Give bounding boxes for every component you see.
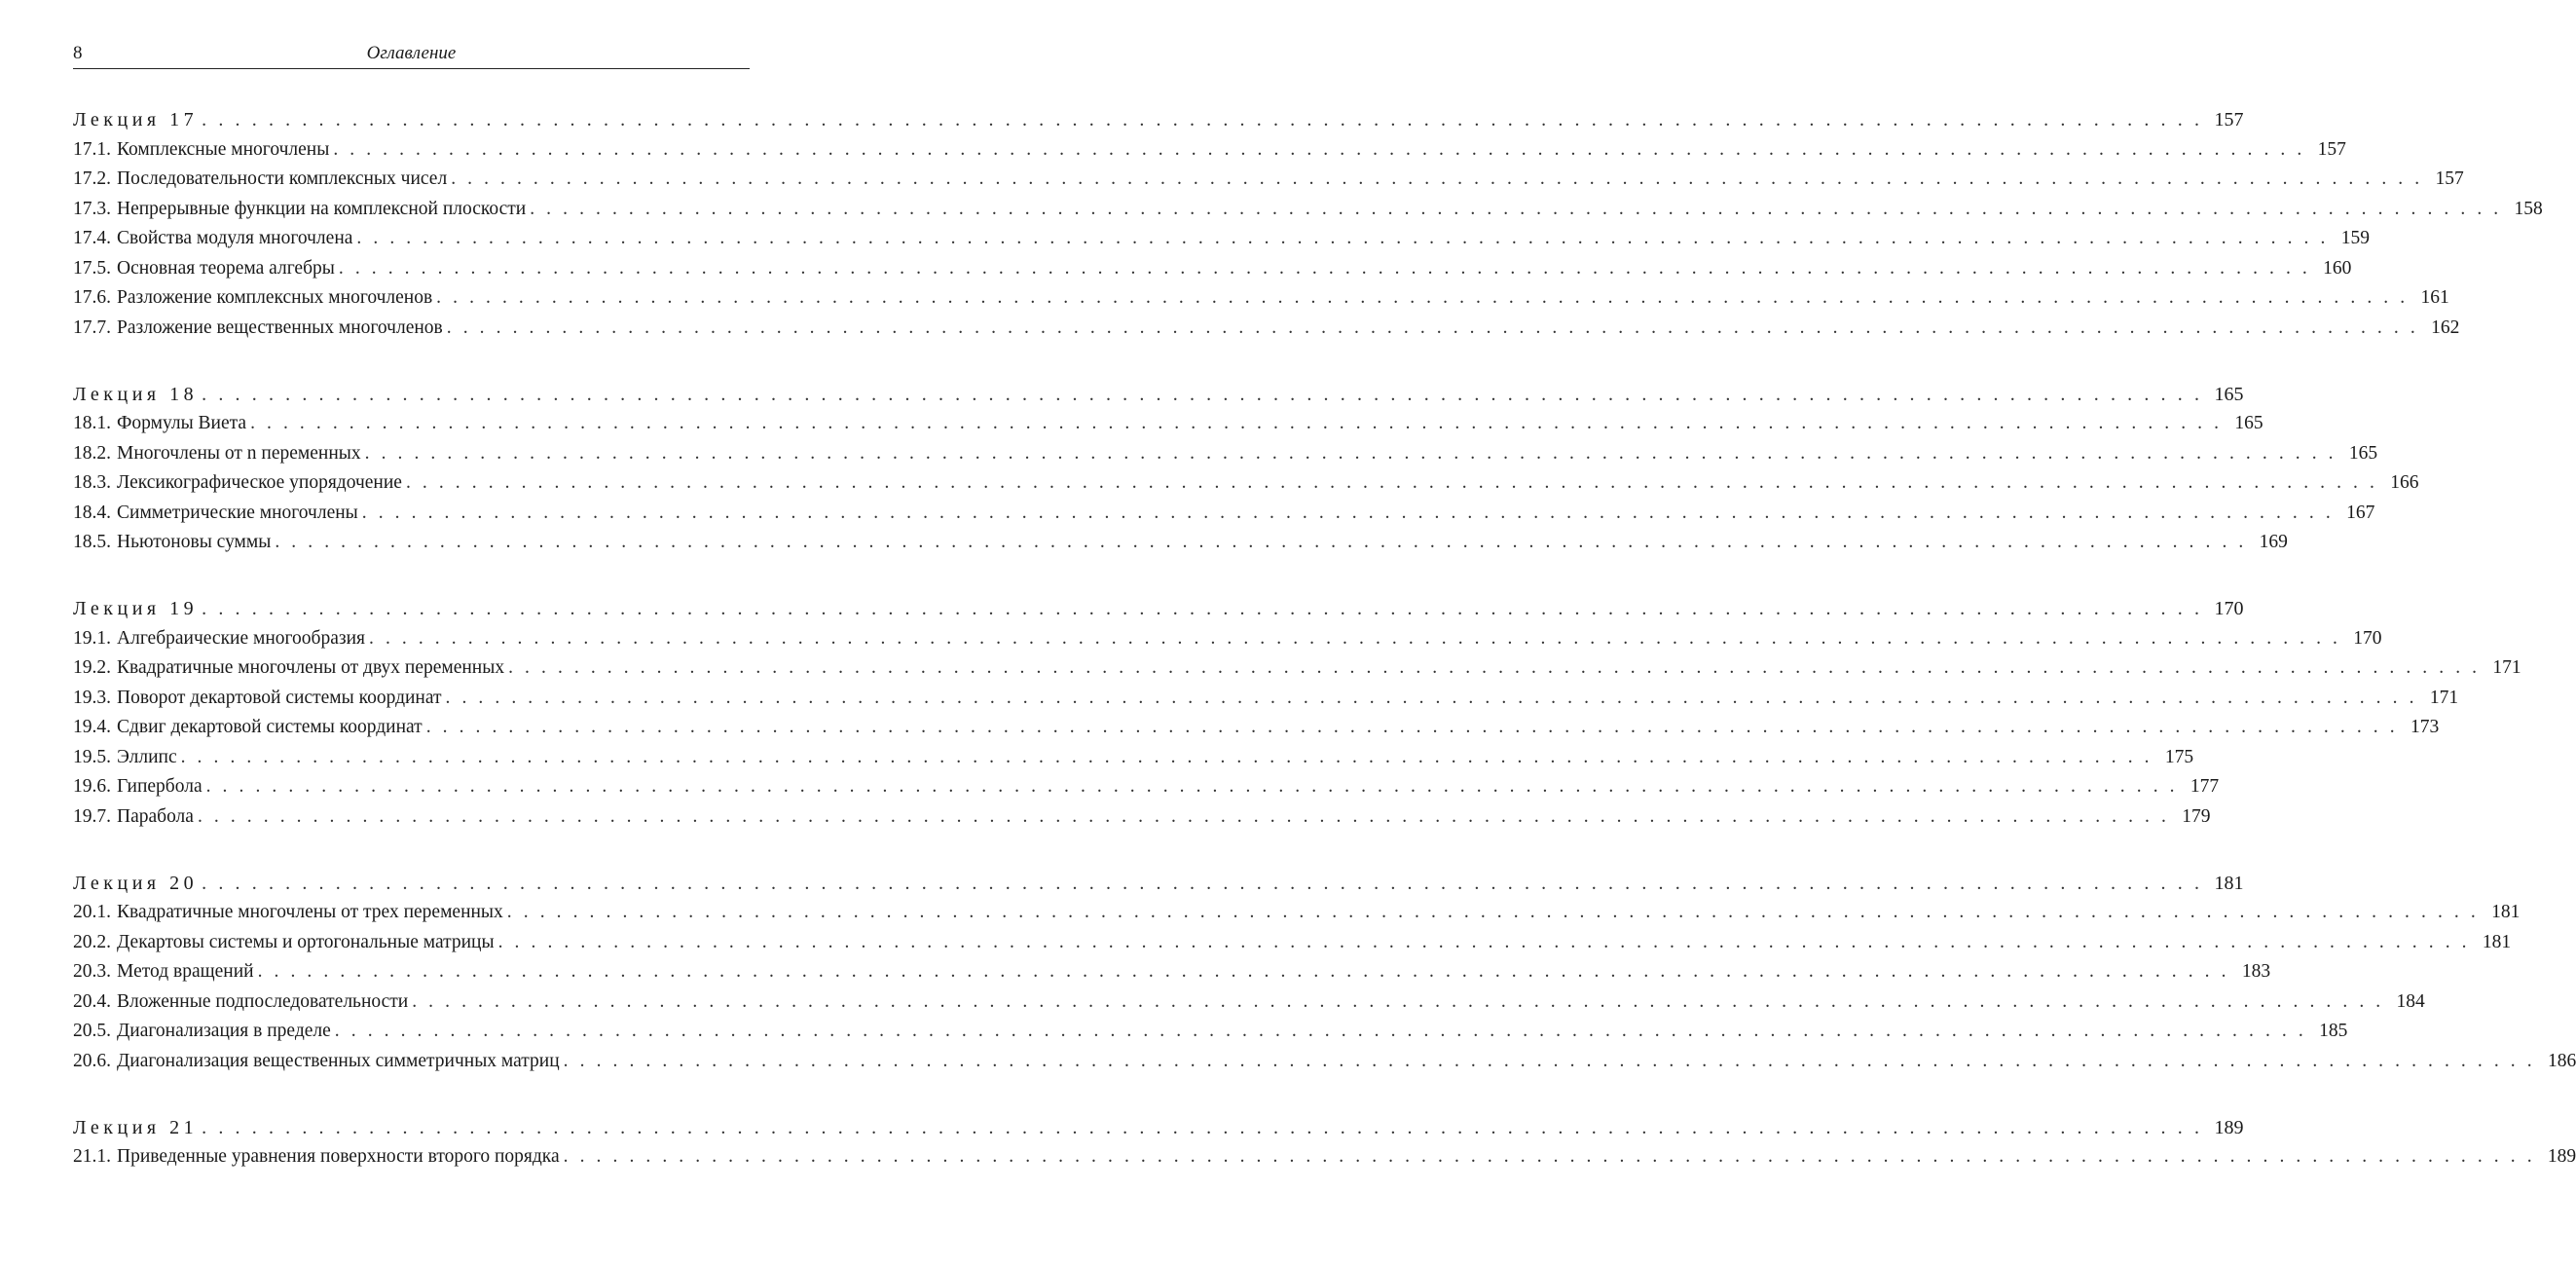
entry-number: 18.4. xyxy=(73,502,111,523)
dot-leader: . . . . . . . . . . . . . . . . . . . . . . . . . . . . . . . . . . . . . . . . . . . . . . . . . . . . . . . . . . . . . . . . . . . . . . . . . . . . . . . . . . . . . . . . . . . . . . . . . . . . . . . . . . . . . . . . . . . . . . . . xyxy=(425,717,2399,737)
entry-number: 19.6. xyxy=(73,776,111,797)
page-ref: 157 xyxy=(2214,109,2244,130)
entry-title: Свойства модуля многочлена xyxy=(117,228,353,248)
page-ref: 166 xyxy=(2390,472,2419,493)
page-ref: 171 xyxy=(2429,687,2459,708)
entry-number: 19.2. xyxy=(73,657,111,678)
entry-number: 19.3. xyxy=(73,687,111,708)
toc-entry[interactable] xyxy=(73,1142,2576,1173)
dot-leader: . . . . . . . . . . . . . . . . . . . . . . . . . . . . . . . . . . . . . . . . . . . . . . . . . . . . . . . . . . . . . . . . . . . . . . . . . . . . . . . . . . . . . . . . . . . . . . . . . . . . . . . . . . . . . . . . . . . . . . . . xyxy=(446,316,2419,338)
toc-lecture-row[interactable] xyxy=(73,869,2244,899)
toc-entry[interactable] xyxy=(73,713,2440,743)
entry-title: Непрерывные функции на комплексной плоскости xyxy=(117,198,527,219)
dot-leader: . . . . . . . . . . . . . . . . . . . . . . . . . . . . . . . . . . . . . . . . . . . . . . . . . . . . . . . . . . . . . . . . . . . . . . . . . . . . . . . . . . . . . . . . . . . . . . . . . . . . . . . . . . . . . . . . . . . . . . . . xyxy=(497,931,2471,952)
page-ref: 173 xyxy=(2410,717,2440,737)
dot-leader: . . . . . . . . . . . . . . . . . . . . . . . . . . . . . . . . . . . . . . . . . . . . . . . . . . . . . . . . . . . . . . . . . . . . . . . . . . . . . . . . . . . . . . . . . . . . . . . . . . . . . . . . . . . . . . . . . . . . . . . . xyxy=(436,287,2409,308)
entry-number: 17.6. xyxy=(73,287,111,308)
entry-number: 18.3. xyxy=(73,472,111,493)
dot-leader: . . . . . . . . . . . . . . . . . . . . . . . . . . . . . . . . . . . . . . . . . . . . . . . . . . . . . . . . . . . . . . . . . . . . . . . . . . . . . . . . . . . . . . . . . . . . . . . . . . . . . . . . . . . . . . . . . . . . . . . . xyxy=(275,532,2247,552)
entry-number: 17.1. xyxy=(73,138,111,160)
toc-entry[interactable] xyxy=(73,499,2375,529)
dot-leader: . . . . . . . . . . . . . . . . . . . . . . . . . . . . . . . . . . . . . . . . . . . . . . . . . . . . . . . . . . . . . . . . . . . . . . . . . . . . . . . . . . . . . . . . . . . . . . . . . . . . . . . . . . . . . . . . . . . . . . . . xyxy=(202,109,2203,130)
toc-entry[interactable] xyxy=(73,409,2263,439)
dot-leader: . . . . . . . . . . . . . . . . . . . . . . . . . . . . . . . . . . . . . . . . . . . . . . . . . . . . . . . . . . . . . . . . . . . . . . . . . . . . . . . . . . . . . . . . . . . . . . . . . . . . . . . . . . . . . . . . . . . . . . . . xyxy=(202,383,2203,405)
page-ref: 175 xyxy=(2164,746,2194,767)
page-ref: 160 xyxy=(2323,257,2352,279)
entry-title: Последовательности комплексных чисел xyxy=(117,168,448,189)
dot-leader: . . . . . . . . . . . . . . . . . . . . . . . . . . . . . . . . . . . . . . . . . . . . . . . . . . . . . . . . . . . . . . . . . . . . . . . . . . . . . . . . . . . . . . . . . . . . . . . . . . . . . . . . . . . . . . . . . . . . . . . . xyxy=(412,990,2384,1012)
dot-leader: . . . . . . . . . . . . . . . . . . . . . . . . . . . . . . . . . . . . . . . . . . . . . . . . . . . . . . . . . . . . . . . . . . . . . . . . . . . . . . . . . . . . . . . . . . . . . . . . . . . . . . . . . . . . . . . . . . . . . . . . xyxy=(257,961,2230,982)
entry-title: Симметрические многочлены xyxy=(117,502,358,523)
toc-section xyxy=(73,869,2576,1077)
entry-number: 20.5. xyxy=(73,1021,111,1041)
entry-title: Декартовы системы и ортогональные матрицы xyxy=(117,931,495,952)
page-ref: 161 xyxy=(2420,287,2449,308)
page-ref: 157 xyxy=(2435,168,2464,189)
toc-lecture-row[interactable] xyxy=(73,105,2244,135)
dot-leader: . . . . . . . . . . . . . . . . . . . . . . . . . . . . . . . . . . . . . . . . . . . . . . . . . . . . . . . . . . . . . . . . . . . . . . . . . . . . . . . . . . . . . . . . . . . . . . . . . . . . . . . . . . . . . . . . . . . . . . . . xyxy=(530,198,2502,219)
toc-section xyxy=(73,105,2543,343)
entry-title: Квадратичные многочлены от трех переменных xyxy=(117,902,503,922)
toc-entry[interactable] xyxy=(73,468,2419,499)
entry-title: Приведенные уравнения поверхности второго порядка xyxy=(117,1146,560,1167)
lecture-title: Лекция 17 xyxy=(73,109,199,130)
dot-leader: . . . . . . . . . . . . . . . . . . . . . . . . . . . . . . . . . . . . . . . . . . . . . . . . . . . . . . . . . . . . . . . . . . . . . . . . . . . . . . . . . . . . . . . . . . . . . . . . . . . . . . . . . . . . . . . . . . . . . . . . xyxy=(369,627,2341,649)
dot-leader: . . . . . . . . . . . . . . . . . . . . . . . . . . . . . . . . . . . . . . . . . . . . . . . . . . . . . . . . . . . . . . . . . . . . . . . . . . . . . . . . . . . . . . . . . . . . . . . . . . . . . . . . . . . . . . . . . . . . . . . . xyxy=(356,228,2329,248)
entry-number: 20.6. xyxy=(73,1050,111,1071)
toc-entry[interactable] xyxy=(73,528,2288,558)
toc-entry[interactable] xyxy=(73,1047,2576,1077)
toc-entry[interactable] xyxy=(73,928,2512,958)
dot-leader: . . . . . . . . . . . . . . . . . . . . . . . . . . . . . . . . . . . . . . . . . . . . . . . . . . . . . . . . . . . . . . . . . . . . . . . . . . . . . . . . . . . . . . . . . . . . . . . . . . . . . . . . . . . . . . . . . . . . . . . . xyxy=(361,502,2335,523)
table-of-contents xyxy=(73,105,2576,1209)
entry-title: Ньютоновы суммы xyxy=(117,532,272,552)
toc-entry[interactable] xyxy=(73,439,2378,469)
page-ref: 159 xyxy=(2340,228,2370,248)
toc-entry[interactable] xyxy=(73,624,2382,654)
entry-number: 18.5. xyxy=(73,532,111,552)
page-ref: 171 xyxy=(2492,657,2521,678)
toc-entry[interactable] xyxy=(73,684,2459,714)
dot-leader: . . . . . . . . . . . . . . . . . . . . . . . . . . . . . . . . . . . . . . . . . . . . . . . . . . . . . . . . . . . . . . . . . . . . . . . . . . . . . . . . . . . . . . . . . . . . . . . . . . . . . . . . . . . . . . . . . . . . . . . . xyxy=(250,413,2223,433)
entry-number: 21.1. xyxy=(73,1146,111,1167)
entry-number: 19.1. xyxy=(73,627,111,649)
entry-title: Квадратичные многочлены от двух переменных xyxy=(117,657,505,678)
toc-entry[interactable] xyxy=(73,254,2352,284)
lecture-title: Лекция 18 xyxy=(73,383,199,405)
toc-entry[interactable] xyxy=(73,283,2449,314)
dot-leader: . . . . . . . . . . . . . . . . . . . . . . . . . . . . . . . . . . . . . . . . . . . . . . . . . . . . . . . . . . . . . . . . . . . . . . . . . . . . . . . . . . . . . . . . . . . . . . . . . . . . . . . . . . . . . . . . . . . . . . . . xyxy=(180,746,2153,767)
dot-leader: . . . . . . . . . . . . . . . . . . . . . . . . . . . . . . . . . . . . . . . . . . . . . . . . . . . . . . . . . . . . . . . . . . . . . . . . . . . . . . . . . . . . . . . . . . . . . . . . . . . . . . . . . . . . . . . . . . . . . . . . xyxy=(205,776,2179,797)
entry-number: 20.3. xyxy=(73,961,111,982)
page-ref: 189 xyxy=(2214,1116,2244,1138)
page-ref: 170 xyxy=(2214,598,2244,619)
entry-title: Поворот декартовой системы координат xyxy=(117,687,442,708)
page-ref: 181 xyxy=(2482,931,2512,952)
dot-leader: . . . . . . . . . . . . . . . . . . . . . . . . . . . . . . . . . . . . . . . . . . . . . . . . . . . . . . . . . . . . . . . . . . . . . . . . . . . . . . . . . . . . . . . . . . . . . . . . . . . . . . . . . . . . . . . . . . . . . . . . xyxy=(506,902,2480,922)
toc-entry[interactable] xyxy=(73,135,2346,166)
dot-leader: . . . . . . . . . . . . . . . . . . . . . . . . . . . . . . . . . . . . . . . . . . . . . . . . . . . . . . . . . . . . . . . . . . . . . . . . . . . . . . . . . . . . . . . . . . . . . . . . . . . . . . . . . . . . . . . . . . . . . . . . xyxy=(508,657,2481,678)
entry-title: Разложение комплексных многочленов xyxy=(117,287,433,308)
dot-leader: . . . . . . . . . . . . . . . . . . . . . . . . . . . . . . . . . . . . . . . . . . . . . . . . . . . . . . . . . . . . . . . . . . . . . . . . . . . . . . . . . . . . . . . . . . . . . . . . . . . . . . . . . . . . . . . . . . . . . . . . xyxy=(202,1116,2203,1138)
page-ref: 158 xyxy=(2514,198,2543,219)
entry-title: Диагонализация в пределе xyxy=(117,1021,331,1041)
page-ref: 186 xyxy=(2547,1050,2576,1071)
entry-number: 17.7. xyxy=(73,316,111,338)
toc-entry[interactable] xyxy=(73,314,2460,344)
lecture-title: Лекция 20 xyxy=(73,872,199,894)
page-ref: 179 xyxy=(2182,805,2211,827)
dot-leader: . . . . . . . . . . . . . . . . . . . . . . . . . . . . . . . . . . . . . . . . . . . . . . . . . . . . . . . . . . . . . . . . . . . . . . . . . . . . . . . . . . . . . . . . . . . . . . . . . . . . . . . . . . . . . . . . . . . . . . . . xyxy=(338,257,2311,279)
page-ref: 167 xyxy=(2346,502,2375,523)
entry-number: 19.4. xyxy=(73,717,111,737)
toc-section xyxy=(73,1113,2576,1173)
dot-leader: . . . . . . . . . . . . . . . . . . . . . . . . . . . . . . . . . . . . . . . . . . . . . . . . . . . . . . . . . . . . . . . . . . . . . . . . . . . . . . . . . . . . . . . . . . . . . . . . . . . . . . . . . . . . . . . . . . . . . . . . xyxy=(202,598,2203,619)
entry-number: 20.2. xyxy=(73,931,111,952)
entry-title: Гипербола xyxy=(117,776,202,797)
entry-number: 18.1. xyxy=(73,413,111,433)
dot-leader: . . . . . . . . . . . . . . . . . . . . . . . . . . . . . . . . . . . . . . . . . . . . . . . . . . . . . . . . . . . . . . . . . . . . . . . . . . . . . . . . . . . . . . . . . . . . . . . . . . . . . . . . . . . . . . . . . . . . . . . . xyxy=(202,872,2203,894)
page-ref: 165 xyxy=(2234,413,2263,433)
entry-title: Сдвиг декартовой системы координат xyxy=(117,717,423,737)
dot-leader: . . . . . . . . . . . . . . . . . . . . . . . . . . . . . . . . . . . . . . . . . . . . . . . . . . . . . . . . . . . . . . . . . . . . . . . . . . . . . . . . . . . . . . . . . . . . . . . . . . . . . . . . . . . . . . . . . . . . . . . . xyxy=(563,1146,2536,1167)
entry-title: Эллипс xyxy=(117,746,177,767)
page-ref: 162 xyxy=(2431,316,2460,338)
entry-number: 20.4. xyxy=(73,990,111,1012)
toc-entry[interactable] xyxy=(73,898,2521,928)
page-ref: 165 xyxy=(2348,442,2378,464)
entry-title: Многочлены от n переменных xyxy=(117,442,361,464)
entry-number: 19.5. xyxy=(73,746,111,767)
page-ref: 169 xyxy=(2259,532,2288,552)
entry-title: Алгебраические многообразия xyxy=(117,627,365,649)
entry-title: Комплексные многочлены xyxy=(117,138,330,160)
toc-entry[interactable] xyxy=(73,772,2220,802)
toc-entry[interactable] xyxy=(73,987,2425,1018)
dot-leader: . . . . . . . . . . . . . . . . . . . . . . . . . . . . . . . . . . . . . . . . . . . . . . . . . . . . . . . . . . . . . . . . . . . . . . . . . . . . . . . . . . . . . . . . . . . . . . . . . . . . . . . . . . . . . . . . . . . . . . . . xyxy=(445,687,2418,708)
page-ref: 189 xyxy=(2547,1146,2576,1167)
toc-entry[interactable] xyxy=(73,653,2521,684)
lecture-title: Лекция 19 xyxy=(73,598,199,619)
dot-leader: . . . . . . . . . . . . . . . . . . . . . . . . . . . . . . . . . . . . . . . . . . . . . . . . . . . . . . . . . . . . . . . . . . . . . . . . . . . . . . . . . . . . . . . . . . . . . . . . . . . . . . . . . . . . . . . . . . . . . . . . xyxy=(405,472,2378,493)
entry-title: Формулы Виета xyxy=(117,413,247,433)
lecture-title: Лекция 21 xyxy=(73,1116,199,1138)
running-header xyxy=(73,41,750,69)
page-ref: 177 xyxy=(2190,776,2220,797)
dot-leader: . . . . . . . . . . . . . . . . . . . . . . . . . . . . . . . . . . . . . . . . . . . . . . . . . . . . . . . . . . . . . . . . . . . . . . . . . . . . . . . . . . . . . . . . . . . . . . . . . . . . . . . . . . . . . . . . . . . . . . . . xyxy=(563,1050,2536,1071)
toc-section xyxy=(73,594,2521,832)
toc-lecture-row[interactable] xyxy=(73,380,2244,410)
page-ref: 184 xyxy=(2396,990,2425,1012)
toc-entry[interactable] xyxy=(73,957,2271,987)
page-number: 8 xyxy=(73,43,83,63)
entry-number: 20.1. xyxy=(73,902,111,922)
entry-number: 17.3. xyxy=(73,198,111,219)
dot-leader: . . . . . . . . . . . . . . . . . . . . . . . . . . . . . . . . . . . . . . . . . . . . . . . . . . . . . . . . . . . . . . . . . . . . . . . . . . . . . . . . . . . . . . . . . . . . . . . . . . . . . . . . . . . . . . . . . . . . . . . . xyxy=(364,442,2337,464)
entry-number: 17.2. xyxy=(73,168,111,189)
entry-number: 17.5. xyxy=(73,257,111,279)
toc-entry[interactable] xyxy=(73,802,2211,833)
entry-title: Вложенные подпоследовательности xyxy=(117,990,409,1012)
toc-lecture-row[interactable] xyxy=(73,594,2244,624)
page-ref: 181 xyxy=(2214,872,2244,894)
toc-entry[interactable] xyxy=(73,1017,2348,1047)
page-ref: 170 xyxy=(2353,627,2382,649)
entry-title: Диагонализация вещественных симметричных матриц xyxy=(117,1050,560,1071)
page-ref: 165 xyxy=(2214,383,2244,405)
page-ref: 183 xyxy=(2241,961,2271,982)
toc-section xyxy=(73,380,2419,558)
toc-entry[interactable] xyxy=(73,224,2370,254)
entry-title: Основная теорема алгебры xyxy=(117,257,335,279)
entry-number: 17.4. xyxy=(73,228,111,248)
dot-leader: . . . . . . . . . . . . . . . . . . . . . . . . . . . . . . . . . . . . . . . . . . . . . . . . . . . . . . . . . . . . . . . . . . . . . . . . . . . . . . . . . . . . . . . . . . . . . . . . . . . . . . . . . . . . . . . . . . . . . . . . xyxy=(451,168,2423,189)
toc-lecture-row[interactable] xyxy=(73,1113,2244,1143)
dot-leader: . . . . . . . . . . . . . . . . . . . . . . . . . . . . . . . . . . . . . . . . . . . . . . . . . . . . . . . . . . . . . . . . . . . . . . . . . . . . . . . . . . . . . . . . . . . . . . . . . . . . . . . . . . . . . . . . . . . . . . . . xyxy=(333,138,2305,160)
toc-entry[interactable] xyxy=(73,165,2464,195)
entry-title: Метод вращений xyxy=(117,961,254,982)
entry-title: Парабола xyxy=(117,805,194,827)
entry-number: 18.2. xyxy=(73,442,111,464)
toc-entry[interactable] xyxy=(73,195,2543,225)
toc-entry[interactable] xyxy=(73,743,2194,773)
page-ref: 157 xyxy=(2317,138,2346,160)
entry-title: Лексикографическое упорядочение xyxy=(117,472,402,493)
running-title: Оглавление xyxy=(366,43,457,63)
page-ref: 181 xyxy=(2491,902,2521,922)
dot-leader: . . . . . . . . . . . . . . . . . . . . . . . . . . . . . . . . . . . . . . . . . . . . . . . . . . . . . . . . . . . . . . . . . . . . . . . . . . . . . . . . . . . . . . . . . . . . . . . . . . . . . . . . . . . . . . . . . . . . . . . . xyxy=(197,805,2170,827)
entry-title: Разложение вещественных многочленов xyxy=(117,316,443,338)
dot-leader: . . . . . . . . . . . . . . . . . . . . . . . . . . . . . . . . . . . . . . . . . . . . . . . . . . . . . . . . . . . . . . . . . . . . . . . . . . . . . . . . . . . . . . . . . . . . . . . . . . . . . . . . . . . . . . . . . . . . . . . . xyxy=(334,1021,2307,1041)
entry-number: 19.7. xyxy=(73,805,111,827)
page-ref: 185 xyxy=(2319,1021,2348,1041)
